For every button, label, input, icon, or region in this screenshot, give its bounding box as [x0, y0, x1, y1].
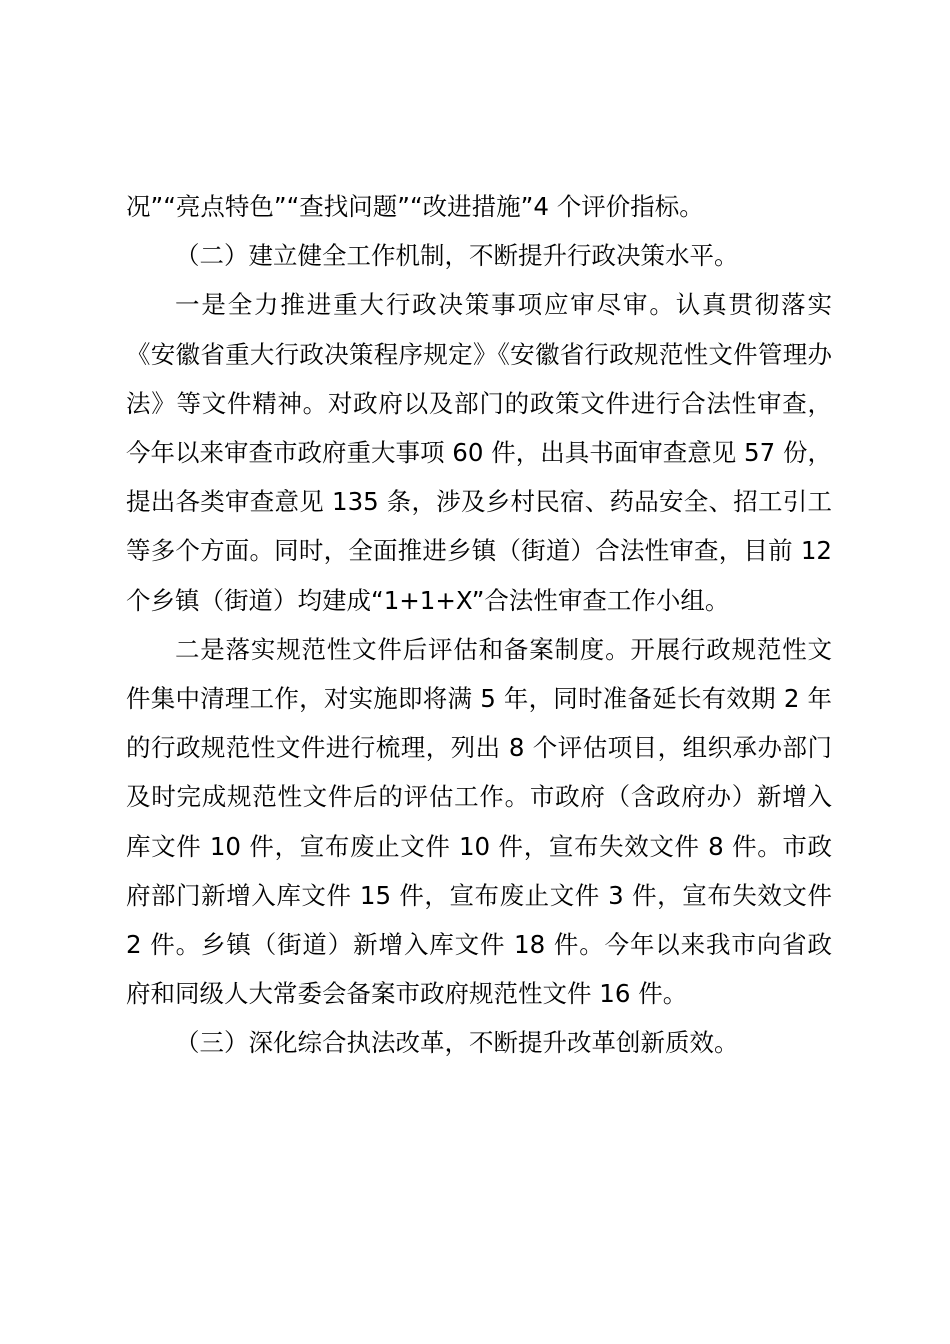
paragraph-decision-review: 一是全力推进重大行政决策事项应审尽审。认真贯彻落实《安徽省重大行政决策程序规定》《安徽省行政规范性文件管理办法》等文件精神。对政府以及部门的政策文件进行合法性审查，今年以来审查市政府重大事项 60 件，出具书面审查意见 57 份，提出各类审查意见 135 条，涉及乡村民宿、药品安全、招工引工等多个方面。同时，全面推进乡镇（街道）合法性审查，目前 12 个乡镇（街道）均建成“1+1+X”合法性审查工作小组。 [126, 290, 832, 615]
paragraph-normative-documents: 二是落实规范性文件后评估和备案制度。开展行政规范性文件集中清理工作，对实施即将满 5 年，同时准备延长有效期 2 年的行政规范性文件进行梳理，列出 8 个评估项目，组织承办部门及时完成规范性文件后的评估工作。市政府（含政府办）新增入库文件 10 件，宣布废止文件 10 件，宣布失效文件 8 件。市政府部门新增入库文件 15 件，宣布废止文件 3 件，宣布失效文件 2 件。乡镇（街道）新增入库文件 18 件。今年以来我市向省政府和同级人大常委会备案市政府规范性文件 16 件。 [126, 634, 832, 1009]
document-body [126, 182, 832, 1068]
paragraph-continuation: 况”“亮点特色”“查找问题”“改进措施”4 个评价指标。 [126, 192, 704, 221]
section-heading-3: （三）深化综合执法改革，不断提升改革创新质效。 [175, 1028, 739, 1058]
section-heading-2: （二）建立健全工作机制，不断提升行政决策水平。 [175, 241, 739, 271]
